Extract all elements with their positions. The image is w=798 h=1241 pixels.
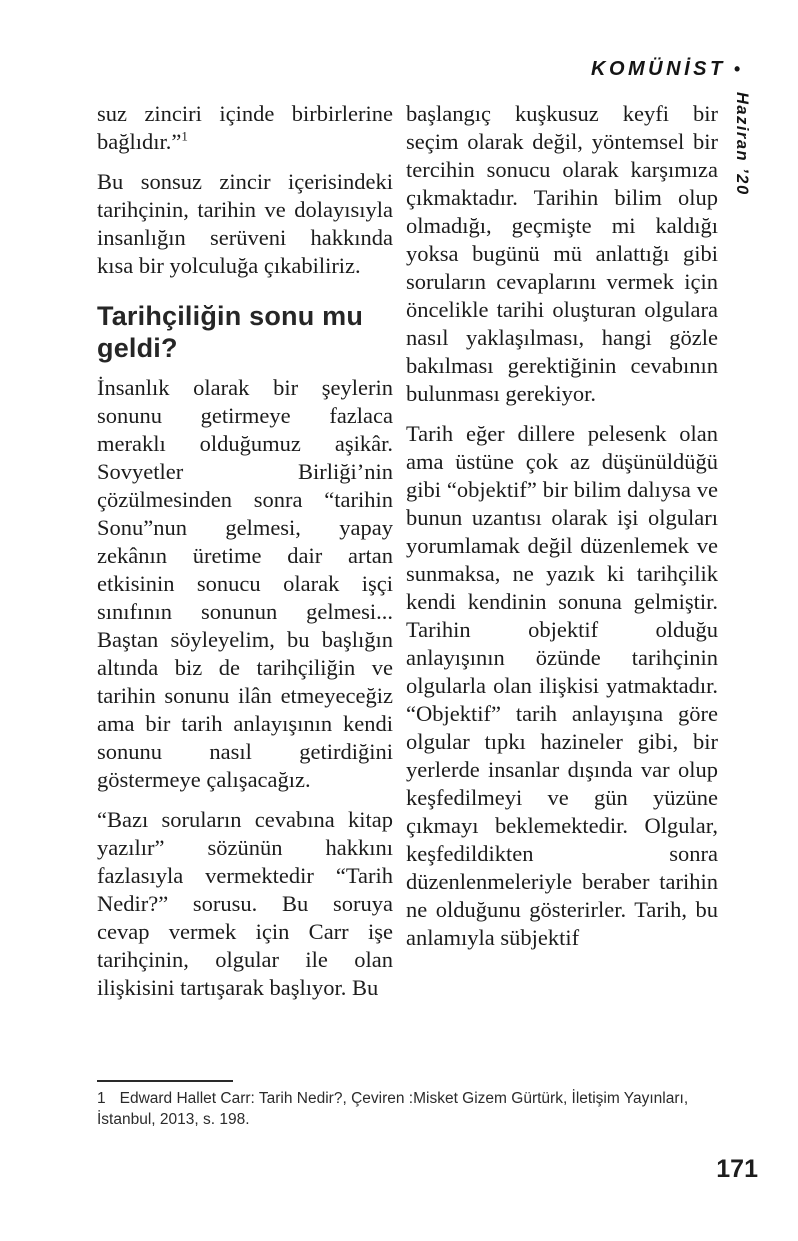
footnote-text: Edward Hallet Carr: Tarih Nedir?, Çeviren :Misket Gizem Gürtürk, İletişim Yayınları, İstanbul, 2013, s. 198.: [97, 1090, 689, 1128]
footnote-number: 1: [97, 1090, 106, 1107]
footnote-area: [97, 1080, 717, 1130]
issue-date-vertical: Haziran ’20: [733, 92, 751, 196]
section-heading: Tarihçiliğin sonu mu geldi?: [97, 301, 364, 363]
paragraph: Bu sonsuz zincir içerisindeki tarihçinin, tarihin ve dolayısıyla insanlığın serüveni hakkında kısa bir yolculuğa çıkabiliriz.: [97, 169, 393, 278]
paragraph: başlangıç kuşkusuz keyfi bir seçim olarak değil, yöntemsel bir tercihin sonucu olarak karşımıza çıkmaktadır. Tarihin bilim olup olmadığı, geçmişte mi kaldığı yoksa bugünü mü anlattığı gibi soruların cevaplarını vermek için öncelikle tarihi oluşturan olgulara nasıl yaklaşılması, hangi gözle bakılması gerektiğinin cevabının bulunması gerekiyor.: [406, 101, 718, 406]
masthead-bullet-icon: •: [733, 59, 740, 79]
right-column: [406, 100, 718, 1002]
footnote: [97, 1088, 717, 1130]
left-column: [97, 100, 393, 1002]
paragraph-text: suz zinciri içinde birbirlerine bağlıdır.”: [97, 101, 393, 154]
page-number: 171: [716, 1155, 758, 1183]
paragraph: Tarih eğer dillere pelesenk olan ama üstüne çok az düşünüldüğü gibi “objektif” bir bilim dalıysa ve bunun uzantısı olarak işi olguları yorumlamak değil düzenlemek ve sunmaksa, ne yazık ki tarihçilik kendi kendinin sonuna gelmiştir. Tarihin objektif olduğu anlayışının özünde tarihçinin olgularla olan ilişkisi yatmaktadır. “Objektif” tarih anlayışına göre olgular tıpkı hazineler gibi, bir yerlerde insanlar dışında var olup keşfedilmeyi ve gün yüzüne çıkmayı beklemektedir. Olgular, keşfedildikten sonra düzenlenmeleriyle beraber tarihin ne olduğunu gösterirler. Tarih, bu anlamıyla sübjektif: [406, 421, 718, 950]
text-columns: [97, 100, 718, 1002]
masthead: [591, 58, 740, 81]
paragraph-continuation: [97, 100, 393, 156]
magazine-title: KOMÜNİST: [591, 58, 726, 80]
paragraph: “Bazı soruların cevabına kitap yazılır” sözünün hakkını fazlasıyla vermektedir “Tarih Nedir?” sorusu. Bu soruya cevap vermek için Carr işe tarihçinin, olgular ile olan ilişkisini tartışarak başlıyor. Bu: [97, 807, 393, 1000]
footnote-separator: [97, 1080, 233, 1082]
paragraph: İnsanlık olarak bir şeylerin sonunu getirmeye fazlaca meraklı olduğumuz aşikâr. Sovyetler Birliği’nin çözülmesinden sonra “tarihin Sonu”nun gelmesi, yapay zekânın üretime dair artan etkisinin sonucu olarak işçi sınıfının sonunun gelmesi... Baştan söyleyelim, bu başlığın altında biz de tarihçiliğin ve tarihin sonunu ilân etmeyeceğiz ama bir tarih anlayışının kendi sonunu nasıl getirdiğini göstermeye çalışacağız.: [97, 375, 393, 792]
footnote-reference: 1: [181, 128, 188, 144]
